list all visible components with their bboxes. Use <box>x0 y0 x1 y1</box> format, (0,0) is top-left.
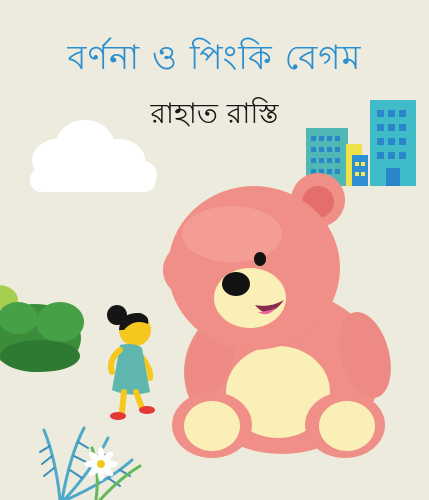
book-title: বর্ণনা ও পিংকি বেগম <box>67 38 362 78</box>
green-bush-illustration <box>0 285 84 372</box>
teddy-bear-illustration <box>163 173 400 458</box>
author-name: রাহাত রাস্তি <box>150 97 279 130</box>
girl-illustration <box>107 305 155 420</box>
